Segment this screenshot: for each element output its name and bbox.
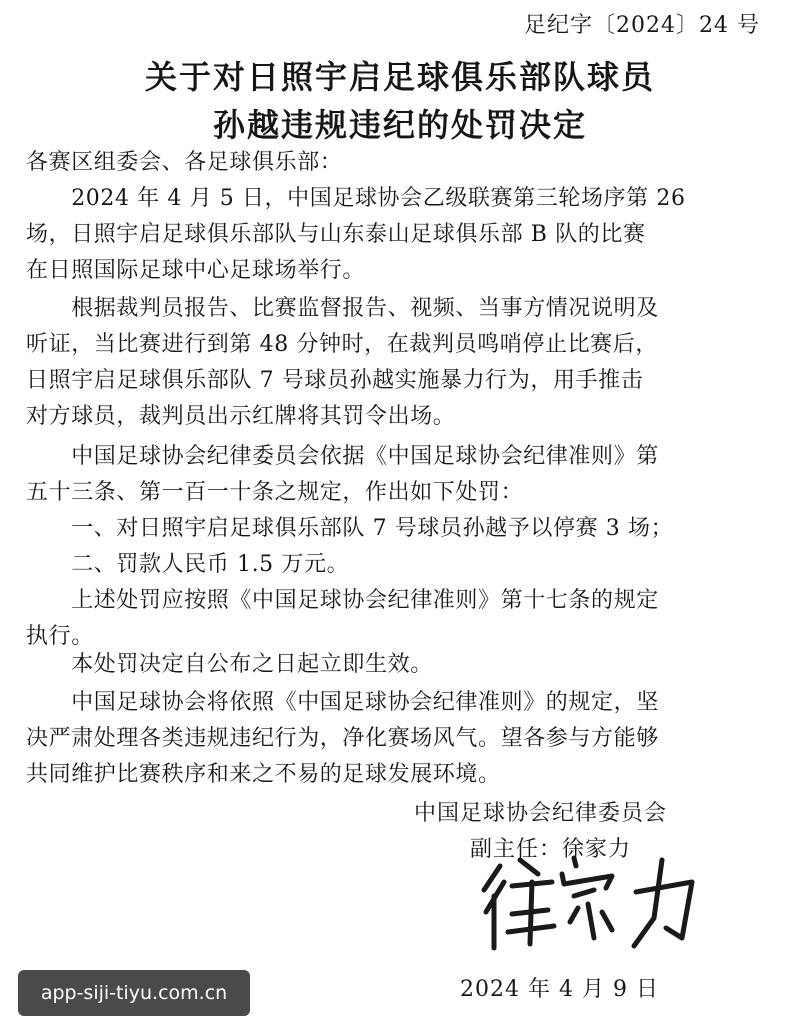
body-line: 一、对日照宇启足球俱乐部队 7 号球员孙越予以停赛 3 场； bbox=[26, 516, 674, 541]
body-line: 中国足球协会纪律委员会依据《中国足球协会纪律准则》第 bbox=[26, 444, 659, 469]
body-line: 对方球员，裁判员出示红牌将其罚令出场。 bbox=[26, 404, 456, 429]
signer-organization: 中国足球协会纪律委员会 bbox=[414, 801, 668, 826]
body-line: 决严肃处理各类违规违纪行为，净化赛场风气。望各参与方能够 bbox=[26, 726, 659, 751]
body-line: 五十三条、第一百一十条之规定，作出如下处罚： bbox=[26, 480, 524, 505]
body-line: 各赛区组委会、各足球俱乐部： bbox=[26, 150, 343, 175]
body-line: 2024 年 4 月 5 日，中国足球协会乙级联赛第三轮场序第 26 bbox=[26, 186, 686, 211]
body-line: 日照宇启足球俱乐部队 7 号球员孙越实施暴力行为，用手推击 bbox=[26, 368, 644, 393]
watermark-badge: app-siji-tiyu.com.cn bbox=[18, 970, 250, 1016]
document-title-line-1: 关于对日照宇启足球俱乐部队球员 bbox=[144, 58, 655, 96]
document-title-line-2: 孙越违规违纪的处罚决定 bbox=[212, 106, 587, 144]
doc-number: 足纪字〔2024〕24 号 bbox=[524, 13, 760, 38]
body-line: 中国足球协会将依照《中国足球协会纪律准则》的规定，坚 bbox=[26, 690, 659, 715]
signer-role: 副主任：徐家力 bbox=[470, 837, 632, 862]
body-line: 在日照国际足球中心足球场举行。 bbox=[26, 258, 366, 283]
body-line: 听证，当比赛进行到第 48 分钟时，在裁判员鸣哨停止比赛后， bbox=[26, 332, 658, 357]
body-line: 上述处罚应按照《中国足球协会纪律准则》第十七条的规定 bbox=[26, 588, 659, 613]
body-line: 本处罚决定自公布之日起立即生效。 bbox=[26, 652, 433, 677]
body-line: 共同维护比赛秩序和来之不易的足球发展环境。 bbox=[26, 762, 501, 787]
body-line: 二、罚款人民币 1.5 万元。 bbox=[26, 552, 350, 577]
handwritten-signature bbox=[478, 852, 708, 952]
body-line: 场，日照宇启足球俱乐部队与山东泰山足球俱乐部 B 队的比赛 bbox=[26, 222, 646, 247]
document-date: 2024 年 4 月 9 日 bbox=[460, 977, 659, 1002]
body-line: 执行。 bbox=[26, 624, 94, 649]
body-line: 根据裁判员报告、比赛监督报告、视频、当事方情况说明及 bbox=[26, 296, 659, 321]
